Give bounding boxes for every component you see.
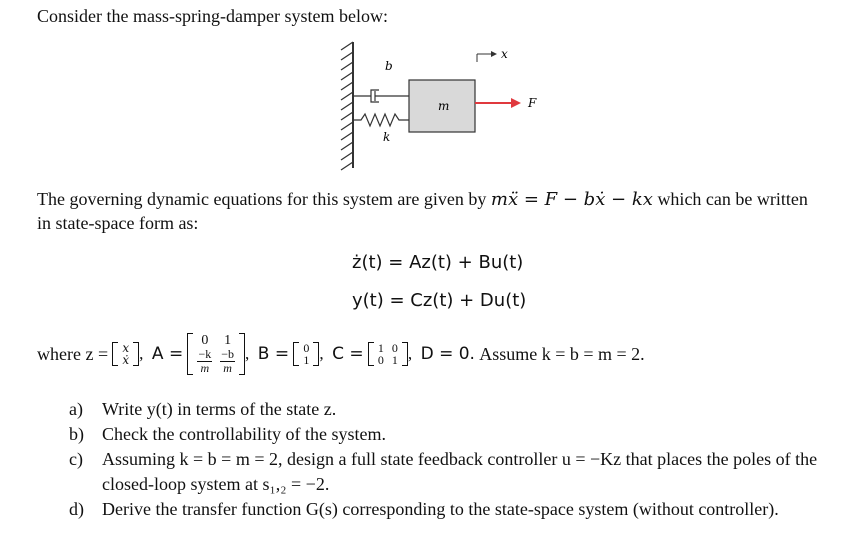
spring-label: k [383, 130, 391, 144]
a-label: A = [151, 344, 184, 364]
output-equation: y(t) = Cz(t) + Du(t) [352, 290, 527, 311]
matrix-definitions: where z = x ẋ , A = 0 1 $\frac{-k}{m}$ $\frac{-b}{m}$ , B = 0 1 , C = 1 0 0 1 , D = 0. Assume k = b = m = 2. [37, 333, 645, 375]
question-d: d) Derive the transfer function G(s) corresponding to the state-space system (without controller). [69, 499, 779, 519]
spring [353, 114, 409, 126]
c-matrix: 1 0 0 1 [368, 342, 408, 366]
state-equation: ż(t) = Az(t) + Bu(t) [352, 252, 524, 273]
damper-label: b [385, 59, 393, 73]
question-b: b) Check the controllability of the system. [69, 424, 386, 444]
mass-label: m [438, 99, 450, 113]
force-label: F [528, 96, 537, 110]
question-list [69, 397, 849, 522]
b-matrix: 0 1 [293, 342, 319, 366]
intro-text: Consider the mass-spring-damper system below: [37, 6, 388, 26]
where-prefix: where z = [37, 343, 109, 364]
a-matrix: 0 1 $\frac{-k}{m}$ $\frac{-b}{m}$ [187, 333, 245, 375]
displacement-label: x [501, 47, 508, 61]
governing-line-1: The governing dynamic equations for this system are given by mẍ = F − bẋ − kx which can be written [37, 189, 808, 210]
question-c: c) Assuming k = b = m = 2, design a full state feedback controller u = −Kz that places the poles of the closed-loop system at s₁,₂ = −2. [69, 449, 818, 494]
damper [353, 90, 409, 102]
mass-spring-damper-diagram [335, 40, 555, 172]
assumption-text: Assume k = b = m = 2. [479, 343, 645, 364]
displacement-arrow [477, 51, 497, 62]
question-a: a) Write y(t) in terms of the state z. [69, 399, 337, 419]
d-text: D = 0. [420, 344, 475, 364]
wall-hatching [341, 42, 353, 170]
b-label: B = [257, 344, 290, 364]
governing-line-2: in state-space form as: [37, 213, 199, 233]
z-vector: x ẋ [112, 342, 139, 366]
c-label: C = [332, 344, 364, 364]
